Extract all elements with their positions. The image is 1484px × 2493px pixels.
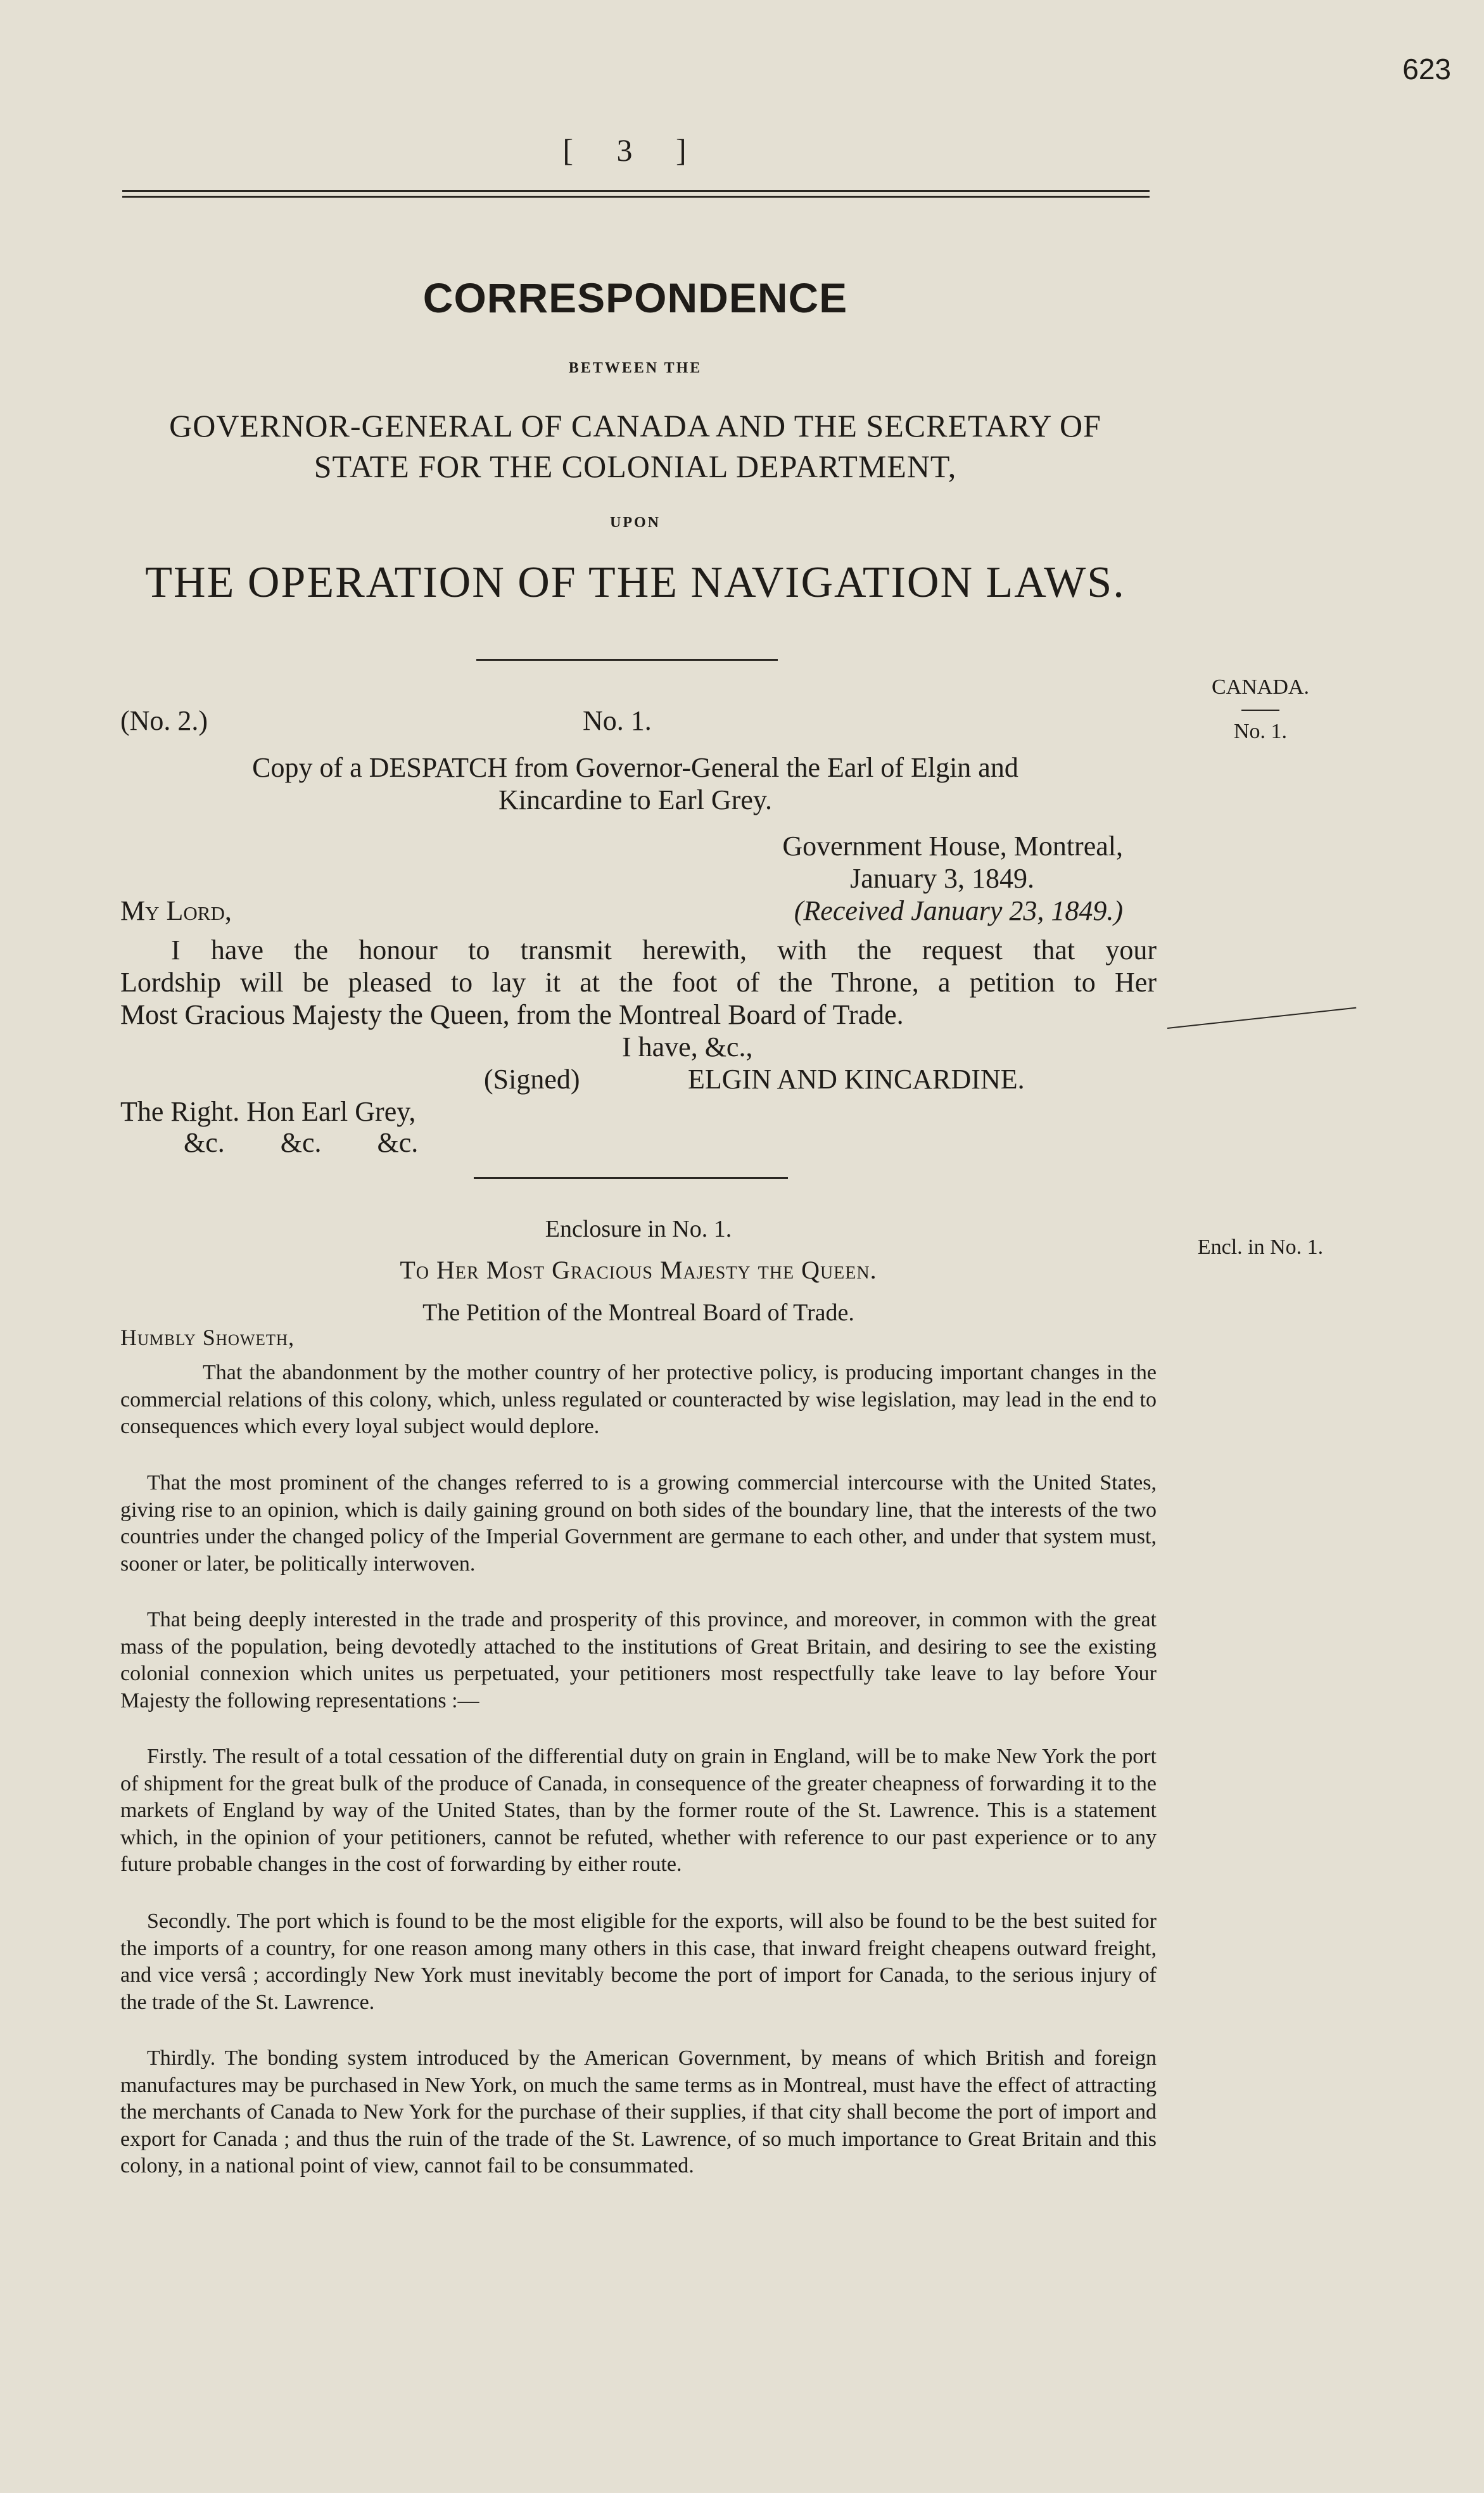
addressee-etc: &c. &c. &c. [184, 1127, 419, 1158]
enclosure-addressee: To Her Most Gracious Majesty the Queen. [400, 1256, 877, 1284]
document-title: CORRESPONDENCE [422, 274, 848, 321]
copy-line-1: Copy of a DESPATCH from Governor-General the Earl of Elgin and [252, 752, 1018, 783]
despatch-date: January 3, 1849. [850, 863, 1034, 894]
petition-paragraph-2: That the most prominent of the changes referred to is a growing commercial intercourse with the United States, giving rise to an opinion, which is daily gaining ground on both sides of the boundary line, that the interests of the two countries under the changed policy of the Imperial Government are germane to each other, and under that system must, sooner or later, be politically interwoven. [120, 1471, 1157, 1576]
between-label: BETWEEN THE [568, 360, 702, 376]
closing: I have, &c., [622, 1031, 753, 1062]
despatch-place-date [782, 830, 1123, 895]
salutation: My Lord, [120, 895, 232, 926]
addressee: The Right. Hon Earl Grey, [120, 1096, 416, 1127]
despatch-place: Government House, Montreal, [782, 831, 1123, 862]
petition-paragraph-4: Firstly. The result of a total cessation of the differential duty on grain in England, will be to make New York the port of shipment for the great bulk of the produce of Canada, in consequence of the greater cheapness of forwarding it to the markets of England by way of the United States, than by the former route of the St. Lawrence. This is a statement which, in the opinion of your petitioners, cannot be refuted, whether with reference to our past experience or to any future probable changes in the cost of forwarding by either route. [120, 1745, 1157, 1876]
margin-rule [1241, 710, 1279, 711]
signature: ELGIN AND KINCARDINE. [688, 1064, 1025, 1095]
petition-paragraph-6: Thirdly. The bonding system introduced by the American Government, by means of which British and foreign manufactures may be purchased in New York, on much the same terms as in Montreal, must have the effect of attracting the merchants of Canada to New York for the purchase of their supplies, if that city shall become the port of import and export for Canada ; and thus the ruin of the trade of the St. Lawrence, of so much importance to Great Britain and this colony, in a national point of view, cannot fail to be consummated. [120, 2046, 1157, 2177]
received-date: (Received January 23, 1849.) [794, 895, 1123, 926]
petition-paragraph-5: Secondly. The port which is found to be the most eligible for the exports, will also be found to be the best suited for the imports of a country, for one reason among many others in this case, that inward freight cheapens outward freight, and vice versâ ; accordingly New York must inevitably become the port of import for Canada, to the serious injury of the trade of the St. Lawrence. [120, 1910, 1157, 2014]
main-title: THE OPERATION OF THE NAVIGATION LAWS. [145, 558, 1126, 607]
despatch-body [120, 934, 1157, 1031]
page-number: 623 [1402, 53, 1451, 86]
double-rule [122, 190, 1150, 198]
petition-paragraph-1: That the abandonment by the mother country of her protective policy, is producing important changes in the commercial relations of this colony, which, unless regulated or counteracted by wise legislation, may lead in the end to consequences which every loyal subject would deplore. [120, 1361, 1157, 1438]
body-line-3: Most Gracious Majesty the Queen, from the Montreal Board of Trade. [120, 999, 904, 1030]
subtitle-line-2: STATE FOR THE COLONIAL DEPARTMENT, [314, 449, 957, 484]
copy-line-2: Kincardine to Earl Grey. [498, 784, 773, 815]
margin-pointer-line [1167, 1007, 1356, 1029]
petition-title: The Petition of the Montreal Board of Trade. [422, 1299, 854, 1326]
subtitle-line-1: GOVERNOR-GENERAL OF CANADA AND THE SECRETARY OF [169, 408, 1101, 443]
document-subtitle [120, 405, 1150, 487]
section-rule [476, 659, 778, 661]
margin-encl: Encl. in No. 1. [1197, 1235, 1324, 1259]
body-line-2: Lordship will be pleased to lay it at the foot of the Throne, a petition to Her [120, 967, 1157, 998]
body-line-1: I have the honour to transmit herewith, with the request that your [171, 934, 1157, 966]
petition-paragraph-3: That being deeply interested in the trade and prosperity of this province, and moreover, in common with the great mass of the population, being devotedly attached to the institutions of Great Britain, and desiring to see the existing colonial connexion which unites us perpetuated, your petitioners most respectfully take leave to lay before Your Majesty the following representations :— [120, 1608, 1157, 1712]
margin-canada: CANADA. [1212, 675, 1309, 699]
despatch-heading [120, 751, 1150, 816]
despatch-series: (No. 2.) [120, 705, 208, 736]
humbly-showeth: Humbly Showeth, [120, 1325, 295, 1350]
enclosure-rule [474, 1177, 788, 1179]
signed-label: (Signed) [484, 1064, 580, 1095]
margin-no1: No. 1. [1233, 720, 1288, 743]
upon-label: UPON [610, 514, 661, 531]
despatch-number: No. 1. [583, 705, 652, 736]
enclosure-heading: Enclosure in No. 1. [545, 1216, 732, 1242]
sheet-number: [ 3 ] [562, 132, 704, 168]
